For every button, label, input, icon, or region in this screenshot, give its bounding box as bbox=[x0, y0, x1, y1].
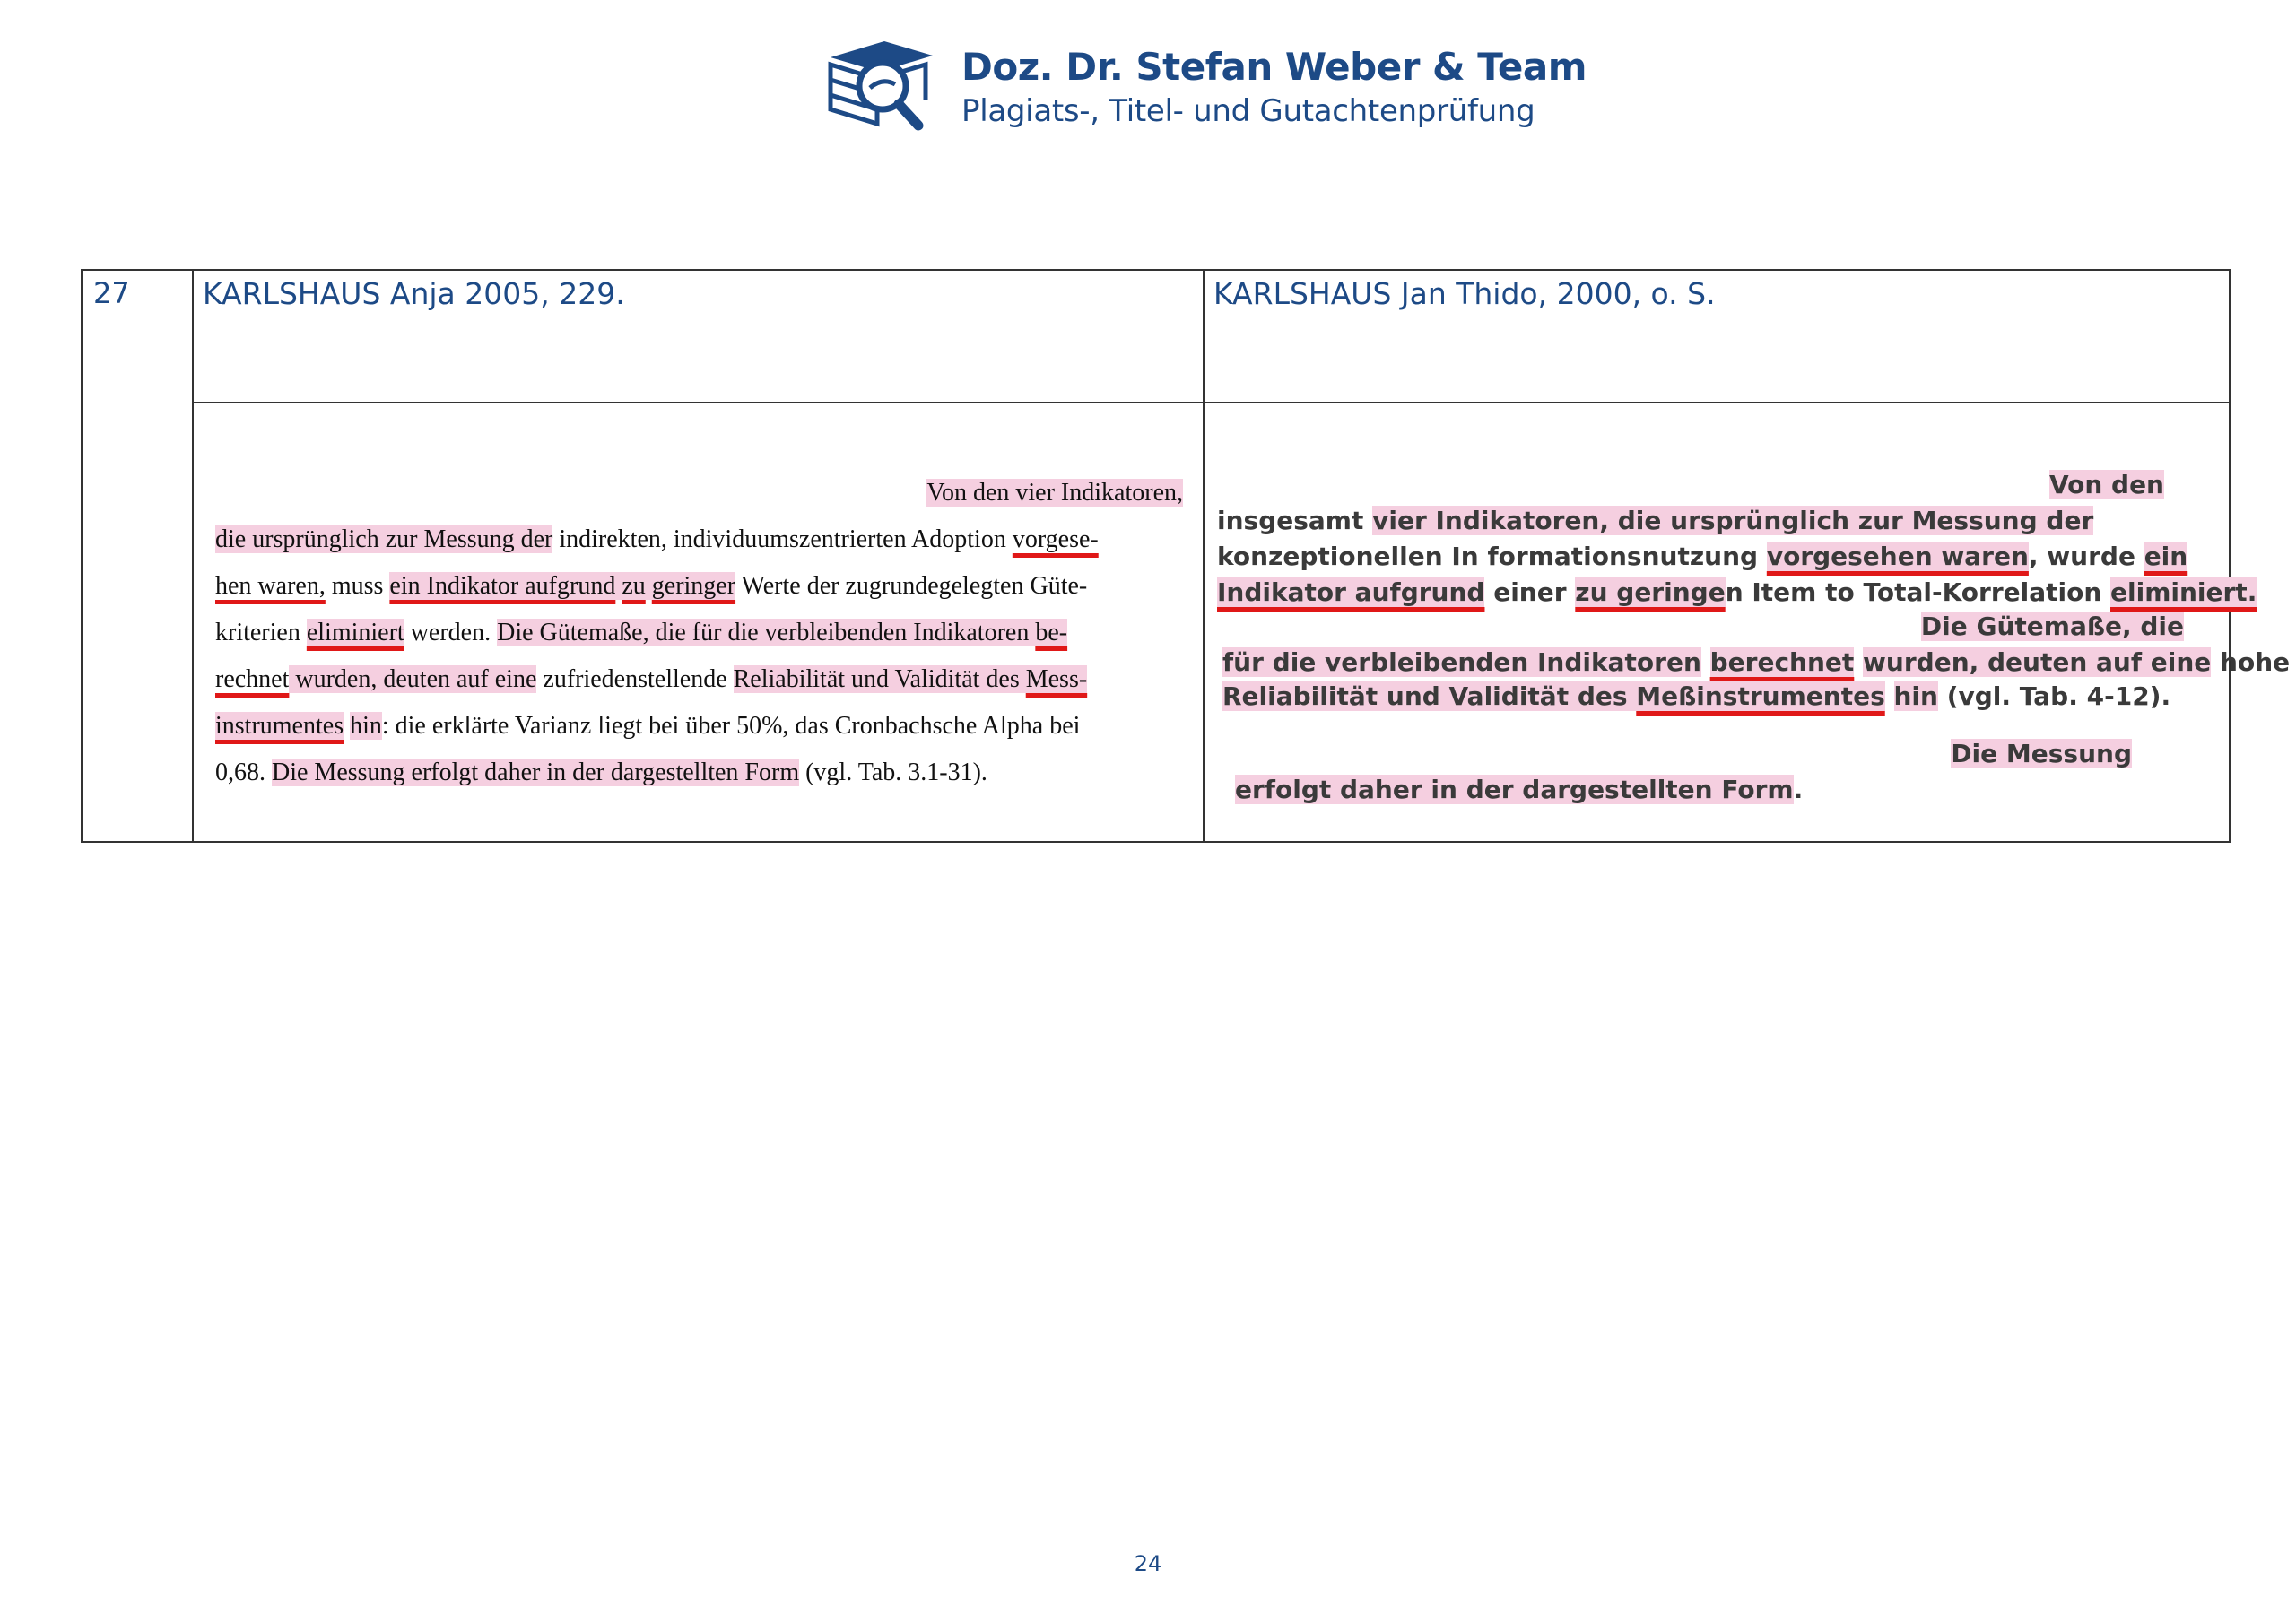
text-line: Die Gütemaße, die bbox=[1920, 612, 2184, 641]
text-line: konzeptionellen In formationsnutzung vorgesehen waren, wurde ein bbox=[1217, 542, 2188, 571]
table-row bbox=[82, 403, 2230, 842]
text-line: 0,68. Die Messung erfolgt daher in der dargestellten Form (vgl. Tab. 3.1-31). bbox=[215, 759, 987, 786]
text-line: Indikator aufgrund einer zu geringen Item to Total-Korrelation eliminiert. bbox=[1217, 577, 2257, 607]
right-source: KARLSHAUS Jan Thido, 2000, o. S. bbox=[1204, 270, 2230, 403]
text-line: Die Messung bbox=[1951, 739, 2132, 768]
text-line: rechnet wurden, deuten auf eine zufriedenstellende Reliabilität und Validität des Mess- bbox=[215, 665, 1088, 693]
comparison-table bbox=[81, 269, 2291, 843]
text-line: Von den bbox=[2048, 470, 2164, 499]
brand-name: Doz. Dr. Stefan Weber & Team bbox=[961, 45, 1587, 89]
left-text-excerpt bbox=[194, 403, 1203, 841]
left-source: KARLSHAUS Anja 2005, 229. bbox=[193, 270, 1204, 403]
text-line: Reliabilität und Validität des Meßinstrumentes hin (vgl. Tab. 4-12). bbox=[1222, 681, 2171, 711]
right-text-excerpt bbox=[1205, 403, 2291, 841]
left-text-cell bbox=[193, 403, 1204, 842]
entry-number: 27 bbox=[82, 270, 193, 842]
text-line: Von den vier Indikatoren, bbox=[926, 479, 1183, 507]
brand-subtitle: Plagiats-, Titel- und Gutachtenprüfung bbox=[961, 93, 1535, 129]
text-line: instrumentes hin: die erklärte Varianz liegt bei über 50%, das Cronbachsche Alpha bei bbox=[215, 712, 1081, 740]
text-line: kriterien eliminiert werden. Die Gütemaße, die für die verbleibenden Indikatoren be- bbox=[215, 619, 1068, 646]
text-line: für die verbleibenden Indikatoren berechnet wurden, deuten auf eine hohe bbox=[1222, 647, 2291, 677]
book-magnifier-icon bbox=[825, 38, 938, 134]
table-row bbox=[82, 270, 2230, 403]
text-line: insgesamt vier Indikatoren, die ursprünglich zur Messung der bbox=[1217, 506, 2094, 535]
page-header bbox=[825, 38, 1587, 136]
text-line: hen waren, muss ein Indikator aufgrund zu geringer Werte der zugrundegelegten Güte- bbox=[215, 572, 1088, 600]
text-line: erfolgt daher in der dargestellten Form. bbox=[1235, 775, 1804, 804]
page-number: 24 bbox=[1134, 1551, 1162, 1576]
text-line: die ursprünglich zur Messung der indirekten, individuumszentrierten Adoption vorgese- bbox=[215, 525, 1099, 553]
right-text-cell bbox=[1204, 403, 2291, 842]
